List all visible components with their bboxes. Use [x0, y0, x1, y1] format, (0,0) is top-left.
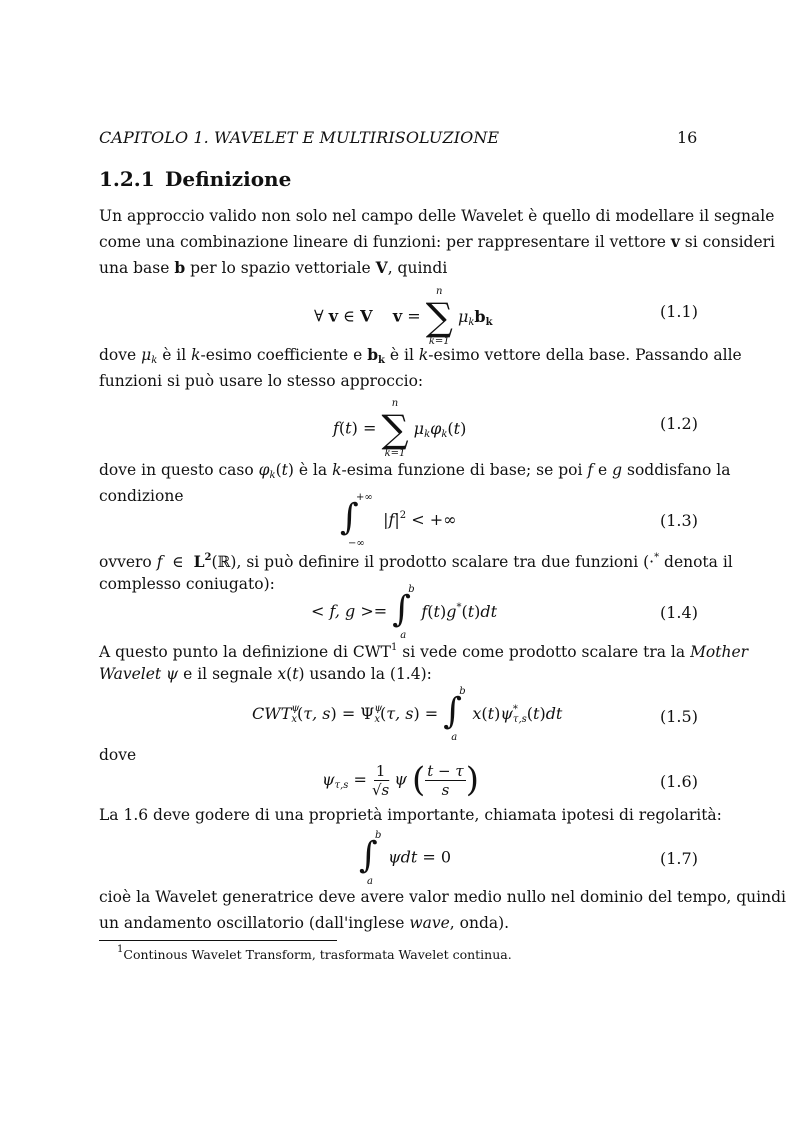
integral-operator: ∫ b a — [443, 686, 466, 743]
equation-number: (1.3) — [660, 511, 698, 530]
text-line: dove $\mu_k$ è il k-esimo coefficiente e $b_k$ è il k-esimo vettore della base. Passando alle — [99, 345, 742, 366]
equation-number: (1.1) — [660, 302, 698, 321]
text-line: funzioni si può usare lo stesso approccio: — [99, 372, 424, 390]
equation-1-4: < f, g >= ∫ b a f(t)g*(t)dt — [311, 584, 498, 641]
text-line: complesso coniugato): — [99, 575, 275, 593]
equation-number: (1.5) — [660, 707, 698, 726]
equation-number: (1.7) — [660, 849, 698, 868]
text-line: ovvero f ∈ $L^2(ℝ)$, si può definire il prodotto scalare tra due funzioni (·* denota il — [99, 552, 733, 571]
paragraph-8 — [99, 884, 786, 936]
text-line: A questo punto la definizione di CWT$^1$ si vede come prodotto scalare tra la Mother — [99, 642, 749, 661]
footnote-rule — [99, 940, 337, 941]
text-line: cioè la Wavelet generatrice deve avere valor medio nullo nel dominio del tempo, quindi — [99, 888, 786, 906]
paragraph-7 — [99, 802, 722, 828]
equation-1-5: CWT $_{\psi x}$(τ, s) = Ψ $_{\psi x}$(τ, s) = ∫ b a x(t)ψ $_{* \tau,s}$(t)dt — [252, 686, 563, 743]
running-header: CAPITOLO 1. WAVELET E MULTIRISOLUZIONE — [99, 128, 500, 147]
equation-1-2: f(t) = n ∑ k=1 $\mu_k\varphi_k(t)$ — [333, 398, 467, 459]
text-line: una base b per lo spazio vettoriale V, quindi — [99, 258, 448, 277]
equation-1-3: ∫ +∞ −∞ $|f|^2$ < +∞ — [340, 492, 457, 549]
equation-number: (1.6) — [660, 772, 698, 791]
equation-number: (1.2) — [660, 414, 698, 433]
sum-operator: n ∑ k=1 — [381, 398, 409, 459]
equation-1-7: ∫ b a ψdt = 0 — [359, 830, 452, 887]
equation-1-6: $\psi_{\tau,s}$ = $\frac{1}{√s}$ ψ ( $\frac{t - \tau}{s}$ ) — [322, 760, 479, 800]
text-line: La 1.6 deve godere di una proprietà importante, chiamata ipotesi di regolarità: — [99, 806, 722, 824]
footnote-text: Continous Wavelet Transform, trasformata Wavelet continua. — [123, 947, 512, 962]
equation-number: (1.4) — [660, 603, 698, 622]
text-line: dove — [99, 746, 137, 764]
integral-operator: ∫ b a — [392, 584, 415, 641]
page-number: 16 — [677, 128, 698, 147]
paragraph-2 — [99, 342, 742, 394]
section-number: 1.2.1 — [99, 167, 155, 191]
paragraph-1 — [99, 203, 775, 281]
fraction: $\frac{1}{√s}$ — [371, 761, 390, 799]
paragraph-5 — [99, 635, 749, 687]
equation-1-1: ∀ v ∈ V v = n ∑ k=1 $\mu_kb_k$ — [314, 286, 493, 347]
section-title: Definizione — [165, 167, 292, 191]
footnote — [117, 944, 512, 962]
text-line: come una combinazione lineare di funzioni: per rappresentare il vettore v si consideri — [99, 232, 775, 251]
fraction: $\frac{t - \tau}{s}$ — [427, 761, 464, 799]
text-line: Un approccio valido non solo nel campo delle Wavelet è quello di modellare il segnale — [99, 207, 775, 225]
text-line: un andamento oscillatorio (dall'inglese wave, onda). — [99, 914, 510, 932]
integral-operator: ∫ b a — [359, 830, 382, 887]
text-line: condizione — [99, 487, 184, 505]
footnote-mark: 1 — [117, 944, 124, 955]
integral-operator: ∫ +∞ −∞ — [340, 492, 373, 549]
section-heading — [99, 167, 291, 191]
text-line: dove in questo caso $\varphi_k(t)$ è la k-esima funzione di base; se poi f e g soddisfano la — [99, 461, 731, 481]
sum-operator: n ∑ k=1 — [425, 286, 453, 347]
text-line: Wavelet ψ e il segnale x(t) usando la (1.4): — [99, 665, 432, 683]
